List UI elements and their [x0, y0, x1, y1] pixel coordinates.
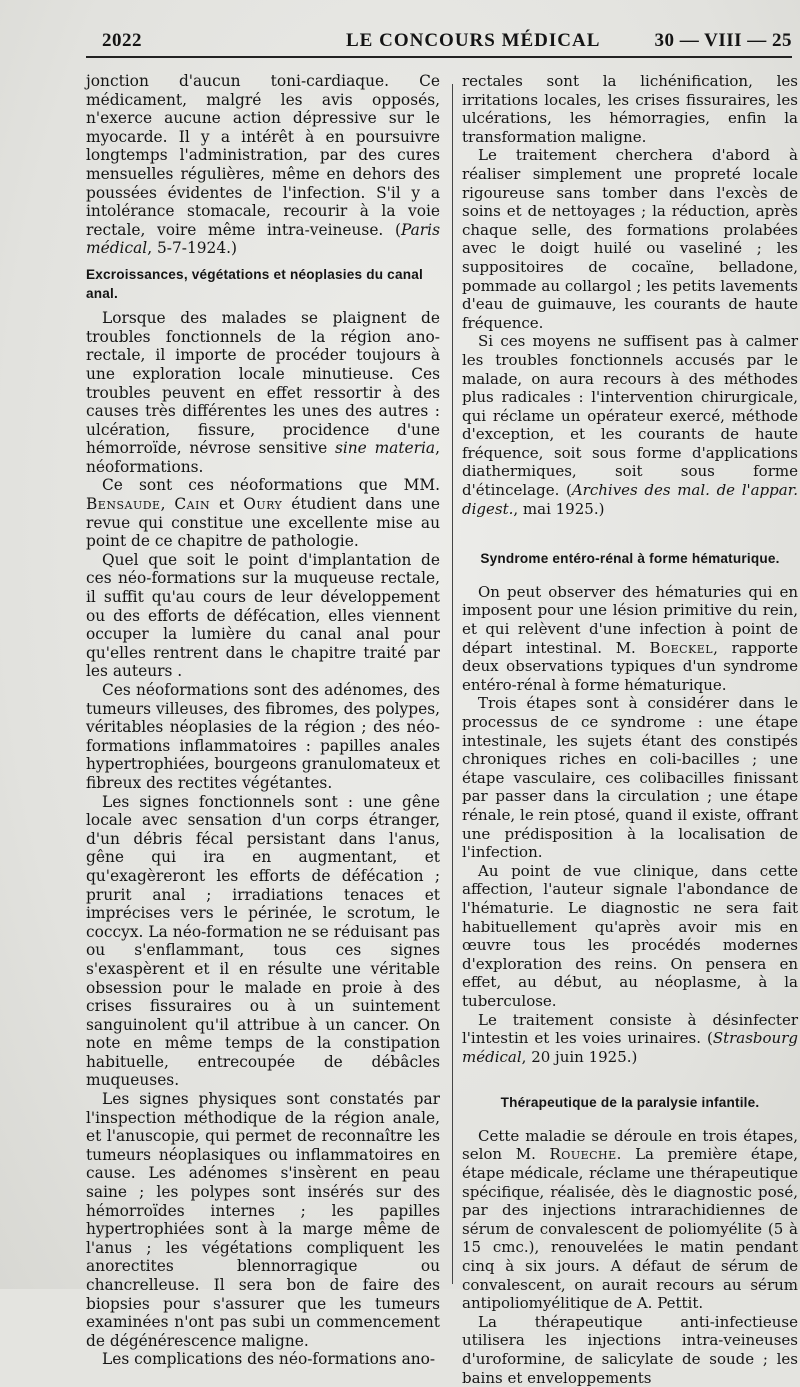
paragraph: Ces néoformations sont des adénomes, des tumeurs villeuses, des fibromes, des polypes, véritables néoplasies de la région ; des néo-formations inflammatoires : papilles anales hypertrophiées, bourgeons granulomateux et fibreux des rectites végétantes. — [86, 681, 440, 792]
citation: Strasbourg médical — [462, 1029, 798, 1066]
paragraph: Les signes fonctionnels sont : une gêne locale avec sensation d'un corps étranger, d'un débris fécal persistant dans l'anus, gêne qui ira en augmentant, et qu'exagèreront les efforts de défécation ; prurit anal ; irradiations tenaces et imprécises vers le périnée, le scrotum, le coccyx. La néo-formation ne se réduisant pas ou s'enflammant, tous ces signes s'exaspèrent et il en résulte une véritable obsession pour le malade en proie à des crises fissuraires ou à un suintement sanguinolent qu'il attribue à un cancer. On note en même temps de la constipation habituelle, entrecoupée de débâcles muqueuses. — [86, 792, 440, 1090]
author-name: Boeckel — [649, 638, 714, 657]
author-name: Cain — [174, 495, 211, 514]
section-heading: Syndrome entéro-rénal à forme hématurique. — [480, 551, 780, 567]
paragraph: Trois étapes sont à considérer dans le processus de ce syndrome : une étape intestinale, les sujets étant des constipés chroniques riches en coli-bacilles ; une étape vasculaire, ces colibacilles finissant par passer dans la circulation ; une étape rénale, le rein ptosé, quand il existe, offrant une prédisposition à la localisation de l'infection. — [462, 694, 798, 862]
column-rule — [452, 84, 453, 1284]
paragraph: jonction d'aucun toni-cardiaque. Ce médicament, malgré les avis opposés, n'exerce aucune action dépressive sur le myocarde. Il y a intérêt à en poursuivre longtemps l'administration, par des cures mensuelles régulières, même en dehors des poussées évidentes de l'infection. S'il y a intolérance stomacale, recourir à la voie rectale, voire même intra-veineuse. (Paris médical, 5-7-1924.) — [86, 72, 440, 258]
paragraph: Lorsque des malades se plaignent de troubles fonctionnels de la région ano-rectale, il importe de procéder toujours à une exploration locale minutieuse. Ces troubles peuvent en effet ressortir à des causes très différentes les unes des autres : ulcération, fissure, procidence d'une hémorroïde, névrose sensitive sine materia, néoformations. — [86, 309, 440, 476]
running-header — [88, 26, 792, 56]
header-rule — [86, 56, 792, 58]
journal-title: LE CONCOURS MÉDICAL — [346, 30, 601, 51]
citation: Archives des mal. de l'appar. digest. — [462, 481, 798, 518]
author-name: Roueche — [549, 1145, 617, 1164]
right-column — [462, 72, 798, 1387]
paragraph: Les signes physiques sont constatés par l'inspection méthodique de la région anale, et l'anuscopie, qui permet de reconnaître les tumeurs néoplasiques ou inflammatoires en cause. Les adénomes s'insèrent en peau saine ; les polypes sont insérés sur des hémorroïdes internes ; les papilles hypertrophiées sont à la marge même de l'anus ; les végétations compliquent les anorectites blennorragique ou chancrelleuse. Il sera bon de faire des biopsies pour s'assurer que les tumeurs examinées n'ont pas subi un commencement de dégénérescence maligne. — [86, 1090, 440, 1350]
paragraph: Ce sont ces néoformations que MM. Bensaude, Cain et Oury étudient dans une revue qui constitue une excellente mise au point de ce chapitre de pathologie. — [86, 476, 440, 551]
section-heading: Excroissances, végétations et néoplasies du canal anal. — [86, 266, 423, 301]
author-name: Bensaude — [86, 495, 161, 514]
left-column — [86, 72, 440, 1369]
paragraph: Quel que soit le point d'implantation de ces néo-formations sur la muqueuse rectale, il suffit qu'au cours de leur développement ou des efforts de défécation, elles viennent occuper la lumière du canal anal pour qu'elles rentrent dans le chapitre traité par les auteurs . — [86, 550, 440, 681]
paragraph: Le traitement consiste à désinfecter l'intestin et les voies urinaires. (Strasbourg médical, 20 juin 1925.) — [462, 1010, 798, 1066]
paragraph: La thérapeutique anti-infectieuse utilisera les injections intra-veineuses d'uroformine, de salicylate de soude ; les bains et enveloppements — [462, 1312, 798, 1387]
paragraph: rectales sont la lichénification, les irritations locales, les crises fissuraires, les ulcérations, les hémorragies, enfin la transformation maligne. — [462, 72, 798, 146]
issue-date: 30 — VIII — 25 — [654, 30, 792, 51]
paragraph: Au point de vue clinique, dans cette affection, l'auteur signale l'abondance de l'hématurie. Le diagnostic ne sera fait habituellement qu'après avoir mis en œuvre tous les procédés modernes d'exploration des reins. On pensera en effet, au début, au néoplasme, à la tuberculose. — [462, 861, 798, 1010]
citation: Paris médical — [86, 220, 440, 258]
paragraph: Si ces moyens ne suffisent pas à calmer les troubles fonctionnels accusés par le malade, on aura recours à des méthodes plus radicales : l'intervention chirurgicale, qui réclame un opérateur exercé, méthode d'exception, et les courants de haute fréquence, soit sous forme d'applications diathermiques, soit sous forme d'étincelage. (Archives des mal. de l'appar. digest., mai 1925.) — [462, 332, 798, 518]
paragraph: On peut observer des hématuries qui en imposent pour une lésion primitive du rein, et qui relèvent d'une infection à point de départ intestinal. M. Boeckel, rapporte deux observations typiques d'un syndrome entéro-rénal à forme hématurique. — [462, 582, 798, 694]
paragraph: Les complications des néo-formations ano- — [102, 1350, 436, 1369]
section-heading: Thérapeutique de la paralysie infantile. — [500, 1095, 760, 1111]
author-name: Oury — [243, 495, 283, 514]
page-number: 2022 — [102, 30, 142, 51]
paragraph: Cette maladie se déroule en trois étapes, selon M. Roueche. La première étape, étape médicale, réclame une thérapeutique spécifique, réalisée, dès le diagnostic posé, par des injections intrarachidiennes de sérum de convalescent de poliomyélite (5 à 15 cmc.), renouvelées le matin pendant cinq à six jours. A défaut de sérum de convalescent, on aurait recours au sérum antipoliomyélitique de A. Pettit. — [462, 1126, 798, 1313]
paragraph: Le traitement cherchera d'abord à réaliser simplement une propreté locale rigoureuse sans tomber dans l'excès de soins et de nettoyages ; la réduction, après chaque selle, des formations prolabées avec le doigt huilé ou vaseliné ; les suppositoires de cocaïne, belladone, pommade au collargol ; les petits lavements d'eau de guimauve, les courants de haute fréquence. — [462, 146, 798, 332]
